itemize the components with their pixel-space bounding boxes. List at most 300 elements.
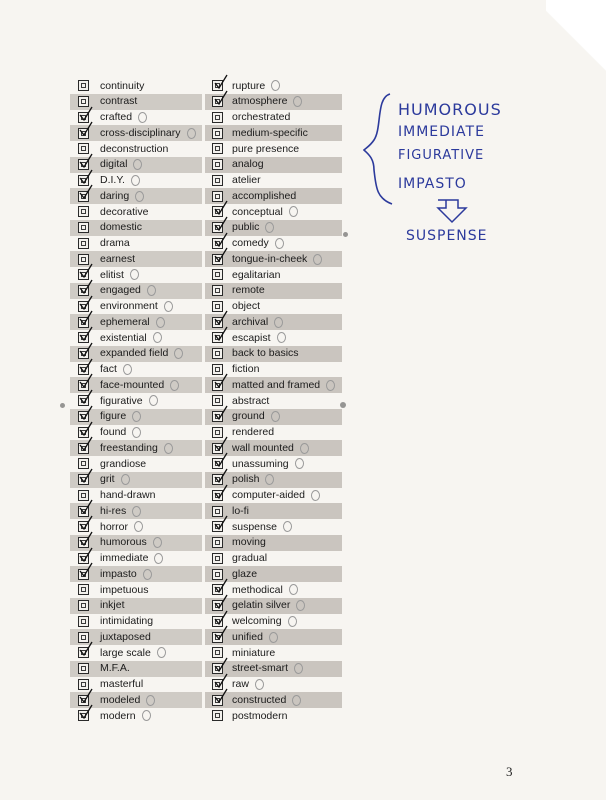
checklist-row <box>70 393 202 409</box>
checklist-row <box>70 173 202 189</box>
checklist-label: D.I.Y. <box>100 174 125 187</box>
checkbox[interactable] <box>212 380 223 391</box>
checklist-row <box>205 157 342 173</box>
checkbox[interactable] <box>212 632 223 643</box>
checkbox[interactable] <box>78 80 89 91</box>
circle-mark-icon <box>133 159 142 170</box>
note-line-2: IMMEDIATE <box>398 124 485 140</box>
checkbox[interactable] <box>212 679 223 690</box>
checklist-label: deconstruction <box>100 142 169 155</box>
circle-mark-icon <box>149 395 158 406</box>
checkbox[interactable] <box>78 411 89 422</box>
checklist-label: inkjet <box>100 599 125 612</box>
checkbox[interactable] <box>78 647 89 658</box>
circle-mark-icon <box>132 427 141 438</box>
checkbox[interactable] <box>78 663 89 674</box>
note-line-1: HUMOROUS <box>398 100 502 119</box>
checklist-row <box>205 78 342 94</box>
checkbox[interactable] <box>78 112 89 123</box>
checkbox[interactable] <box>212 695 223 706</box>
checkbox[interactable] <box>212 490 223 501</box>
checklist-label: miniature <box>232 646 276 659</box>
circle-mark-icon <box>134 521 143 532</box>
checkbox[interactable] <box>212 222 223 233</box>
checkbox[interactable] <box>78 710 89 721</box>
checkbox[interactable] <box>212 301 223 312</box>
checklist-row <box>205 708 342 724</box>
checkbox[interactable] <box>212 285 223 296</box>
checklist-label: analog <box>232 158 264 171</box>
checklist-row <box>70 141 202 157</box>
checkbox[interactable] <box>212 663 223 674</box>
checklist-row <box>205 645 342 661</box>
circle-mark-icon <box>275 238 284 249</box>
circle-mark-icon <box>143 569 152 580</box>
checklist-row <box>70 110 202 126</box>
checkbox[interactable] <box>78 332 89 343</box>
checklist-row <box>205 330 342 346</box>
checklist-row <box>70 125 202 141</box>
checkbox[interactable] <box>212 569 223 580</box>
checklist-label: juxtaposed <box>100 630 151 643</box>
checklist-label: found <box>100 426 127 439</box>
checklist-label: accomplished <box>232 189 297 202</box>
ink-spot <box>340 402 346 408</box>
circle-mark-icon <box>289 206 298 217</box>
checkbox[interactable] <box>212 647 223 658</box>
checklist-row <box>205 314 342 330</box>
checklist-label: continuity <box>100 79 145 92</box>
checklist-row <box>70 236 202 252</box>
checklist-label: unassuming <box>232 457 289 470</box>
checklist-label: large scale <box>100 646 151 659</box>
checkbox[interactable] <box>212 395 223 406</box>
checklist-row <box>205 535 342 551</box>
checkbox[interactable] <box>78 427 89 438</box>
checklist-right-column <box>205 78 342 724</box>
checkbox[interactable] <box>212 159 223 170</box>
checkbox[interactable] <box>78 364 89 375</box>
checkbox[interactable] <box>78 521 89 532</box>
checklist-label: lo-fi <box>232 504 249 517</box>
circle-mark-icon <box>132 506 141 517</box>
checklist-row <box>205 661 342 677</box>
checklist-row <box>70 94 202 110</box>
circle-mark-icon <box>130 269 139 280</box>
circle-mark-icon <box>147 285 156 296</box>
checkbox[interactable] <box>78 348 89 359</box>
checklist-row <box>70 362 202 378</box>
checklist-label: fiction <box>232 363 260 376</box>
checkbox[interactable] <box>212 710 223 721</box>
checklist-label: decorative <box>100 205 149 218</box>
checklist-row <box>70 503 202 519</box>
checklist-row <box>70 188 202 204</box>
checklist-row <box>70 645 202 661</box>
circle-mark-icon <box>146 695 155 706</box>
checklist-row <box>205 188 342 204</box>
checklist-row <box>70 283 202 299</box>
checklist-row <box>70 535 202 551</box>
checkbox[interactable] <box>78 206 89 217</box>
note-line-4: IMPASTO <box>398 176 467 192</box>
checklist-row <box>205 377 342 393</box>
checklist-row <box>70 346 202 362</box>
checklist-label: medium-specific <box>232 126 308 139</box>
checklist-row <box>205 283 342 299</box>
checkbox[interactable] <box>212 474 223 485</box>
checklist-row <box>70 661 202 677</box>
checklist-label: ground <box>232 410 265 423</box>
circle-mark-icon <box>121 474 130 485</box>
checkbox[interactable] <box>212 521 223 532</box>
checkbox[interactable] <box>78 443 89 454</box>
circle-mark-icon <box>131 175 140 186</box>
checklist-row <box>205 204 342 220</box>
checklist-label: unified <box>232 630 263 643</box>
checklist-row <box>70 425 202 441</box>
checklist-label: horror <box>100 520 129 533</box>
checklist-label: gradual <box>232 552 268 565</box>
checklist-label: impasto <box>100 567 137 580</box>
checkbox[interactable] <box>78 537 89 548</box>
circle-mark-icon <box>289 584 298 595</box>
circle-mark-icon <box>265 222 274 233</box>
checklist-row <box>70 157 202 173</box>
checklist-label: hi-res <box>100 504 127 517</box>
circle-mark-icon <box>170 380 179 391</box>
circle-mark-icon <box>153 332 162 343</box>
checkbox[interactable] <box>78 159 89 170</box>
checklist-label: raw <box>232 678 249 691</box>
checklist-label: humorous <box>100 536 147 549</box>
checklist-label: abstract <box>232 394 270 407</box>
checklist-label: intimidating <box>100 615 154 628</box>
checklist-label: earnest <box>100 252 136 265</box>
checklist-label: fact <box>100 363 117 376</box>
circle-mark-icon <box>142 710 151 721</box>
checklist-row <box>70 204 202 220</box>
checklist-row <box>70 220 202 236</box>
checklist-label: moving <box>232 536 266 549</box>
checklist-label: face-mounted <box>100 378 165 391</box>
checkbox[interactable] <box>78 191 89 202</box>
checklist-label: egalitarian <box>232 268 281 281</box>
checklist-label: conceptual <box>232 205 283 218</box>
circle-mark-icon <box>174 348 183 359</box>
checklist-row <box>70 708 202 724</box>
checklist-label: environment <box>100 300 158 313</box>
checkbox[interactable] <box>78 128 89 139</box>
circle-mark-icon <box>293 96 302 107</box>
ink-spot <box>60 403 65 408</box>
circle-mark-icon <box>164 443 173 454</box>
circle-mark-icon <box>277 332 286 343</box>
checkbox[interactable] <box>78 96 89 107</box>
checkbox[interactable] <box>78 301 89 312</box>
circle-mark-icon <box>255 679 264 690</box>
circle-mark-icon <box>269 632 278 643</box>
checklist-row <box>205 582 342 598</box>
checklist-label: escapist <box>232 331 271 344</box>
checklist-label: welcoming <box>232 615 282 628</box>
checklist-row <box>70 78 202 94</box>
checkbox[interactable] <box>78 600 89 611</box>
checkbox[interactable] <box>78 269 89 280</box>
checklist-label: freestanding <box>100 441 158 454</box>
checkbox[interactable] <box>78 490 89 501</box>
checkbox[interactable] <box>78 474 89 485</box>
checkbox[interactable] <box>212 443 223 454</box>
checklist-label: M.F.A. <box>100 662 130 675</box>
checkbox[interactable] <box>212 206 223 217</box>
checkbox[interactable] <box>78 458 89 469</box>
checklist-label: atelier <box>232 174 261 187</box>
checkbox[interactable] <box>78 506 89 517</box>
checkbox[interactable] <box>212 80 223 91</box>
checkbox[interactable] <box>212 600 223 611</box>
checklist-row <box>205 393 342 409</box>
checklist-row <box>70 409 202 425</box>
checklist-label: computer-aided <box>232 489 305 502</box>
checklist-label: rupture <box>232 79 266 92</box>
checkbox[interactable] <box>212 128 223 139</box>
checkbox[interactable] <box>78 632 89 643</box>
checklist-label: masterful <box>100 678 144 691</box>
checklist-label: gelatin silver <box>232 599 291 612</box>
circle-mark-icon <box>283 521 292 532</box>
checklist-row <box>70 598 202 614</box>
checklist-label: archival <box>232 315 269 328</box>
checklist-row <box>205 456 342 472</box>
circle-mark-icon <box>294 663 303 674</box>
circle-mark-icon <box>311 490 320 501</box>
circle-mark-icon <box>326 380 335 391</box>
checklist-row <box>70 692 202 708</box>
page-number: 3 <box>506 764 513 779</box>
checklist-row <box>70 267 202 283</box>
checklist-row <box>70 314 202 330</box>
checklist-row <box>70 456 202 472</box>
circle-mark-icon <box>265 474 274 485</box>
circle-mark-icon <box>123 364 132 375</box>
checklist-label: daring <box>100 189 130 202</box>
checklist-label: expanded field <box>100 347 169 360</box>
checkbox[interactable] <box>212 411 223 422</box>
checklist-row <box>70 566 202 582</box>
checkbox[interactable] <box>212 348 223 359</box>
checklist-label: wall mounted <box>232 441 294 454</box>
checklist-row <box>205 472 342 488</box>
circle-mark-icon <box>271 411 280 422</box>
checklist-label: back to basics <box>232 347 299 360</box>
checklist-row <box>205 251 342 267</box>
checkbox[interactable] <box>212 458 223 469</box>
checkbox[interactable] <box>212 254 223 265</box>
checklist-label: postmodern <box>232 709 288 722</box>
checkbox[interactable] <box>212 238 223 249</box>
checkbox[interactable] <box>212 427 223 438</box>
checkbox[interactable] <box>78 222 89 233</box>
checkbox[interactable] <box>78 616 89 627</box>
checklist-label: domestic <box>100 221 143 234</box>
checklist-row <box>205 677 342 693</box>
checkbox[interactable] <box>78 553 89 564</box>
checkbox[interactable] <box>212 506 223 517</box>
checklist-label: object <box>232 300 261 313</box>
checkbox[interactable] <box>78 569 89 580</box>
checklist-label: drama <box>100 237 130 250</box>
checklist-left-column <box>70 78 202 724</box>
checkbox[interactable] <box>212 332 223 343</box>
checklist-label: comedy <box>232 237 269 250</box>
checklist-label: elitist <box>100 268 124 281</box>
checklist-label: tongue-in-cheek <box>232 252 308 265</box>
checklist-label: digital <box>100 158 128 171</box>
checklist-row <box>70 488 202 504</box>
checklist-label: grandiose <box>100 457 147 470</box>
checkbox[interactable] <box>78 395 89 406</box>
checklist-label: pure presence <box>232 142 300 155</box>
checkbox[interactable] <box>212 96 223 107</box>
checklist-row <box>205 141 342 157</box>
circle-mark-icon <box>292 695 301 706</box>
checklist-label: cross-disciplinary <box>100 126 181 139</box>
checklist-row <box>205 488 342 504</box>
checklist-row <box>205 346 342 362</box>
checklist-label: public <box>232 221 260 234</box>
checklist-label: polish <box>232 473 260 486</box>
checklist-row <box>70 251 202 267</box>
checklist-label: figure <box>100 410 127 423</box>
circle-mark-icon <box>153 537 162 548</box>
checklist-label: orchestrated <box>232 111 291 124</box>
checkbox[interactable] <box>212 364 223 375</box>
checklist-label: contrast <box>100 95 138 108</box>
checkbox[interactable] <box>78 143 89 154</box>
checklist-label: matted and framed <box>232 378 321 391</box>
checklist-row <box>70 377 202 393</box>
circle-mark-icon <box>157 647 166 658</box>
checkbox[interactable] <box>212 553 223 564</box>
circle-mark-icon <box>132 411 141 422</box>
checklist-label: grit <box>100 473 115 486</box>
circle-mark-icon <box>154 553 163 564</box>
checkbox[interactable] <box>212 269 223 280</box>
checklist-row <box>205 551 342 567</box>
checklist-label: rendered <box>232 426 275 439</box>
checkbox[interactable] <box>78 254 89 265</box>
checklist-row <box>205 362 342 378</box>
checklist-row <box>205 566 342 582</box>
circle-mark-icon <box>138 112 147 123</box>
bracket-icon <box>360 88 400 208</box>
checklist-row <box>70 677 202 693</box>
checklist-row <box>205 173 342 189</box>
checklist-label: constructed <box>232 693 287 706</box>
checkbox[interactable] <box>78 584 89 595</box>
circle-mark-icon <box>164 301 173 312</box>
checklist-row <box>205 267 342 283</box>
checklist-label: figurative <box>100 394 143 407</box>
checklist-row <box>70 551 202 567</box>
checklist-row <box>205 409 342 425</box>
checklist-row <box>205 94 342 110</box>
checklist-row <box>205 425 342 441</box>
down-arrow-icon <box>432 196 472 226</box>
checklist-row <box>70 519 202 535</box>
folded-corner <box>546 0 606 80</box>
checklist-label: crafted <box>100 111 133 124</box>
checkbox[interactable] <box>212 112 223 123</box>
checkbox[interactable] <box>78 285 89 296</box>
checklist-row <box>205 519 342 535</box>
checklist-label: street-smart <box>232 662 289 675</box>
checklist-row <box>70 440 202 456</box>
checklist-label: engaged <box>100 284 141 297</box>
handwritten-notes <box>360 88 540 258</box>
checklist-row <box>70 614 202 630</box>
checklist-label: remote <box>232 284 265 297</box>
note-line-5: SUSPENSE <box>406 228 488 244</box>
checklist-row <box>70 629 202 645</box>
checkbox[interactable] <box>78 380 89 391</box>
circle-mark-icon <box>288 616 297 627</box>
checklist-row <box>70 299 202 315</box>
checkbox[interactable] <box>212 584 223 595</box>
circle-mark-icon <box>296 600 305 611</box>
checklist-row <box>205 598 342 614</box>
checklist-label: methodical <box>232 583 283 596</box>
checklist-row <box>205 236 342 252</box>
checklist-label: suspense <box>232 520 277 533</box>
checkbox[interactable] <box>212 616 223 627</box>
checkbox[interactable] <box>78 238 89 249</box>
checkbox[interactable] <box>212 175 223 186</box>
checkbox[interactable] <box>212 317 223 328</box>
checkbox[interactable] <box>78 679 89 690</box>
checkbox[interactable] <box>78 317 89 328</box>
checkbox[interactable] <box>212 537 223 548</box>
checklist-label: ephemeral <box>100 315 150 328</box>
circle-mark-icon <box>271 80 280 91</box>
checklist-label: hand-drawn <box>100 489 156 502</box>
checklist-row <box>205 299 342 315</box>
circle-mark-icon <box>300 443 309 454</box>
checklist-label: atmosphere <box>232 95 288 108</box>
circle-mark-icon <box>135 191 144 202</box>
circle-mark-icon <box>313 254 322 265</box>
checklist-row <box>205 692 342 708</box>
checkbox[interactable] <box>78 175 89 186</box>
checkbox[interactable] <box>212 191 223 202</box>
circle-mark-icon <box>156 317 165 328</box>
checklist-row <box>205 110 342 126</box>
checklist-row <box>205 614 342 630</box>
checklist-label: existential <box>100 331 147 344</box>
checklist-row <box>205 440 342 456</box>
checklist-label: immediate <box>100 552 149 565</box>
checkbox[interactable] <box>212 143 223 154</box>
checkbox[interactable] <box>78 695 89 706</box>
circle-mark-icon <box>187 128 196 139</box>
checklist-label: modeled <box>100 693 141 706</box>
checklist-label: glaze <box>232 567 258 580</box>
note-line-3: FIGURATIVE <box>398 148 485 163</box>
checklist-row <box>205 503 342 519</box>
checklist-row <box>70 330 202 346</box>
checklist-row <box>205 125 342 141</box>
